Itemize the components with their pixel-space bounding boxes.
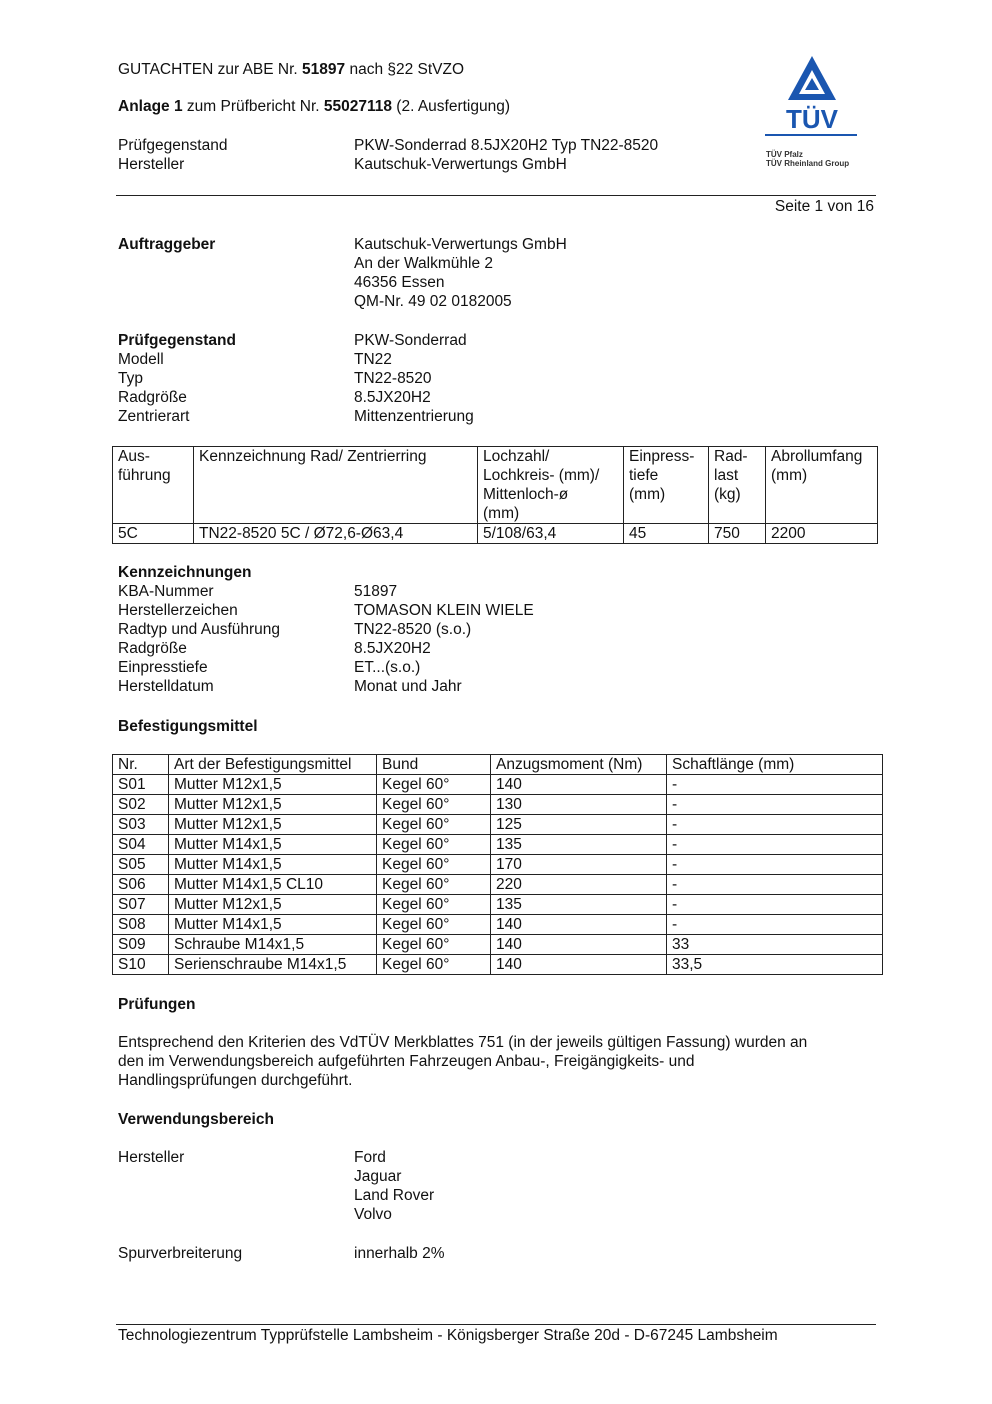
table-cell: Kegel 60°	[377, 955, 491, 975]
table-cell: -	[667, 795, 883, 815]
header-herst-value: Kautschuk-Verwertungs GmbH	[354, 156, 567, 173]
table-header-cell: Rad- last (kg)	[709, 447, 766, 524]
table-row	[113, 815, 883, 835]
table-header-row	[113, 447, 878, 524]
anlage-label: Anlage 1	[118, 98, 183, 115]
table-header-cell: Art der Befestigungsmittel	[169, 755, 377, 775]
header-pruef-value: PKW-Sonderrad 8.5JX20H2 Typ TN22-8520	[354, 137, 659, 154]
table-cell: Mutter M12x1,5	[169, 895, 377, 915]
table-cell: 5/108/63,4	[478, 524, 624, 544]
list-item: Volvo	[354, 1206, 392, 1223]
table-cell: Mutter M14x1,5 CL10	[169, 875, 377, 895]
pruefungen-title: Prüfungen	[118, 996, 196, 1013]
table-cell: S10	[113, 955, 169, 975]
tuev-logo-subtitle: TÜV Pfalz TÜV Rheinland Group	[766, 150, 850, 168]
pruefbericht-number: 55027118	[323, 98, 392, 115]
table-cell: 135	[491, 835, 667, 855]
table-cell: -	[667, 855, 883, 875]
table-cell: 140	[491, 915, 667, 935]
wheel-table	[112, 446, 878, 544]
kv-row: Zentrierart Mittenzentrierung	[118, 408, 474, 425]
table-cell: Mutter M12x1,5	[169, 775, 377, 795]
kv-row: Herstellerzeichen TOMASON KLEIN WIELE	[118, 602, 534, 619]
table-row	[113, 835, 883, 855]
kennzeichnungen-block	[118, 582, 878, 696]
table-cell: -	[667, 895, 883, 915]
table-cell: S05	[113, 855, 169, 875]
list-item: Ford	[354, 1149, 386, 1166]
table-cell: 220	[491, 875, 667, 895]
table-cell: -	[667, 835, 883, 855]
table-cell: Kegel 60°	[377, 775, 491, 795]
footer-text: Technologiezentrum Typprüfstelle Lambsheim - Königsberger Straße 20d - D-67245 Lambsheim	[118, 1327, 778, 1344]
table-cell: Kegel 60°	[377, 795, 491, 815]
kv-row: Einpresstiefe ET...(s.o.)	[118, 659, 421, 676]
table-cell: -	[667, 815, 883, 835]
table-row	[113, 915, 883, 935]
kv-row: Herstelldatum Monat und Jahr	[118, 678, 462, 695]
table-header-cell: Bund	[377, 755, 491, 775]
kv-row: Radgröße 8.5JX20H2	[118, 640, 431, 657]
abe-number: 51897	[302, 61, 346, 78]
kv-row: Radgröße 8.5JX20H2	[118, 389, 431, 406]
verwendung-herst-label: Hersteller	[118, 1149, 185, 1166]
table-header-cell: Abrollumfang (mm)	[766, 447, 878, 524]
table-row	[113, 795, 883, 815]
table-cell: Mutter M14x1,5	[169, 915, 377, 935]
table-header-cell: Lochzahl/ Lochkreis- (mm)/ Mittenloch-ø (mm)	[478, 447, 624, 524]
table-cell: 750	[709, 524, 766, 544]
table-cell: -	[667, 775, 883, 795]
table-header-cell: Aus- führung	[113, 447, 194, 524]
pruefgegenstand-block	[118, 331, 878, 426]
table-header-cell: Kennzeichnung Rad/ Zentrierring	[194, 447, 478, 524]
table-cell: Kegel 60°	[377, 815, 491, 835]
table-row	[113, 955, 883, 975]
anlage-line: Anlage 1 zum Prüfbericht Nr. 55027118 (2. Ausfertigung)	[118, 98, 511, 115]
table-cell: 140	[491, 955, 667, 975]
table-row	[113, 775, 883, 795]
table-cell: 5C	[113, 524, 194, 544]
verwendung-herst-list	[354, 1148, 434, 1224]
table-cell: 45	[624, 524, 709, 544]
tuev-logo-rule	[765, 134, 857, 136]
tuev-logo-text: TÜV	[786, 104, 838, 134]
table-cell: Mutter M14x1,5	[169, 855, 377, 875]
auftraggeber-label: Auftraggeber	[118, 236, 216, 253]
footer-divider	[116, 1324, 876, 1325]
header-herst-label: Hersteller	[118, 156, 185, 173]
kv-row: Typ TN22-8520	[118, 370, 432, 387]
table-header-cell: Anzugsmoment (Nm)	[491, 755, 667, 775]
table-header-cell: Nr.	[113, 755, 169, 775]
table-cell: S01	[113, 775, 169, 795]
doc-title-line: GUTACHTEN zur ABE Nr. 51897 nach §22 StVZO	[118, 61, 465, 78]
table-row	[113, 855, 883, 875]
table-cell: 2200	[766, 524, 878, 544]
table-cell: S02	[113, 795, 169, 815]
kv-row: Modell TN22	[118, 351, 392, 368]
list-item: Land Rover	[354, 1187, 435, 1204]
spur-value: innerhalb 2%	[354, 1245, 445, 1262]
table-cell: Schraube M14x1,5	[169, 935, 377, 955]
befestigung-title: Befestigungsmittel	[118, 718, 258, 735]
table-cell: 170	[491, 855, 667, 875]
table-cell: Kegel 60°	[377, 915, 491, 935]
table-cell: 140	[491, 775, 667, 795]
table-cell: 135	[491, 895, 667, 915]
table-cell: Mutter M12x1,5	[169, 795, 377, 815]
table-cell: Mutter M12x1,5	[169, 815, 377, 835]
table-cell: Serienschraube M14x1,5	[169, 955, 377, 975]
table-cell: S09	[113, 935, 169, 955]
table-cell: Kegel 60°	[377, 935, 491, 955]
page-number: Seite 1 von 16	[774, 198, 874, 215]
table-cell: S04	[113, 835, 169, 855]
befestigung-table	[112, 754, 883, 975]
table-cell: Kegel 60°	[377, 895, 491, 915]
table-cell: S08	[113, 915, 169, 935]
verwendungsbereich-title: Verwendungsbereich	[118, 1111, 274, 1128]
header-divider	[116, 195, 876, 196]
table-cell: 140	[491, 935, 667, 955]
table-row	[113, 935, 883, 955]
table-cell: 33,5	[667, 955, 883, 975]
kv-row: KBA-Nummer 51897	[118, 583, 398, 600]
kv-row: Prüfgegenstand PKW-Sonderrad	[118, 332, 467, 349]
kennzeichnungen-title: Kennzeichnungen	[118, 564, 252, 581]
table-header-row	[113, 755, 883, 775]
table-row	[113, 875, 883, 895]
spur-label: Spurverbreiterung	[118, 1245, 243, 1262]
table-cell: S06	[113, 875, 169, 895]
table-header-cell: Schaftlänge (mm)	[667, 755, 883, 775]
pruefungen-paragraph: Entsprechend den Kriterien des VdTÜV Merkblattes 751 (in der jeweils gültigen Fassung) wurden an den im Verwendungsbereich aufgeführten Fahrzeugen Anbau-, Freigängigkeits- und Handlingsprüfungen durchgeführt.	[118, 1034, 808, 1089]
table-header-cell: Einpress- tiefe (mm)	[624, 447, 709, 524]
header-pruef-label: Prüfgegenstand	[118, 137, 228, 154]
table-cell: S03	[113, 815, 169, 835]
auftraggeber-address: Kautschuk-Verwertungs GmbH An der Walkmühle 2 46356 Essen QM-Nr. 49 02 0182005	[354, 236, 567, 310]
table-cell: TN22-8520 5C / Ø72,6-Ø63,4	[194, 524, 478, 544]
table-row	[113, 895, 883, 915]
table-cell: 130	[491, 795, 667, 815]
table-cell: Kegel 60°	[377, 835, 491, 855]
table-cell: Kegel 60°	[377, 855, 491, 875]
table-cell: 125	[491, 815, 667, 835]
table-cell: Kegel 60°	[377, 875, 491, 895]
table-cell: -	[667, 875, 883, 895]
table-row	[113, 524, 878, 544]
table-cell: S07	[113, 895, 169, 915]
list-item: Jaguar	[354, 1168, 402, 1185]
table-cell: -	[667, 915, 883, 935]
table-cell: 33	[667, 935, 883, 955]
kv-row: Radtyp und Ausführung TN22-8520 (s.o.)	[118, 621, 472, 638]
table-cell: Mutter M14x1,5	[169, 835, 377, 855]
